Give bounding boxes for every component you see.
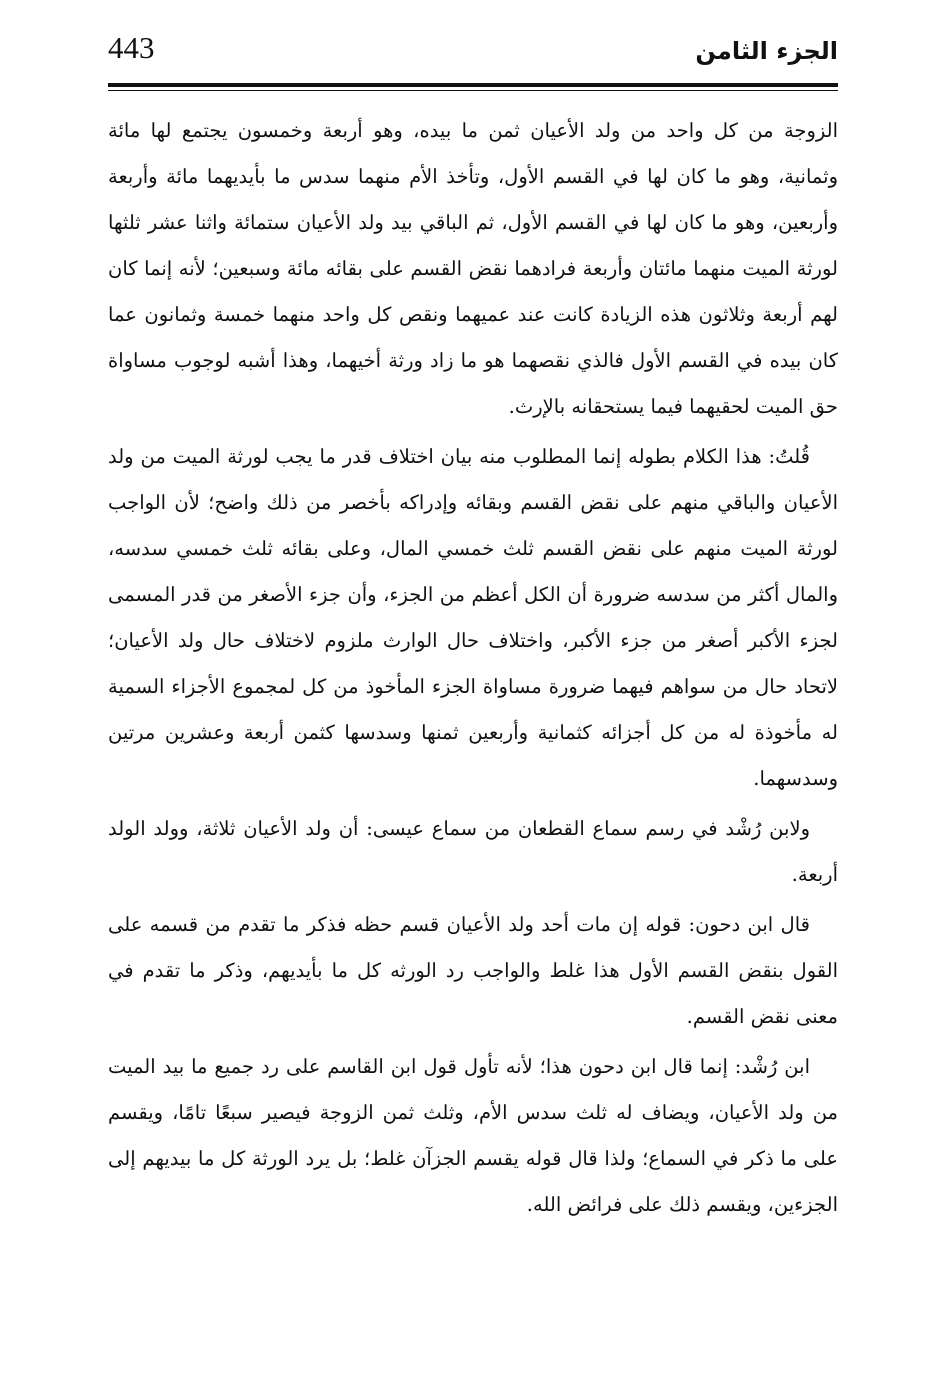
paragraph-1: الزوجة من كل واحد من ولد الأعيان ثمن ما بيده، وهو أربعة وخمسون يجتمع لها مائة وثمانية، وهو ما كان لها في القسم الأول، وتأخذ الأم منهما سدس ما بأيديهما مائة وأربعة وأربعين، وهو ما كان لها في القسم الأول، ثم الباقي بيد ولد الأعيان ستمائة واثنا عشر ثلثها لورثة الميت منهما مائتان وأربعة فرادهما نقض القسم على بقائه مائة وسبعين؛ لأنه إنما كان لهم أربعة وثلاثون هذه الزيادة كانت عند عميهما ونقص كل واحد منهما خمسة وثمانون عما كان بيده في القسم الأول فالذي نقصهما هو ما زاد ورثة أخيهما، وهذا أشبه لوجوب مساواة حق الميت لحقيهما فيما يستحقانه بالإرث.	[108, 119, 838, 418]
paragraph-3: ولابن رُشْد في رسم سماع القطعان من سماع عيسى: أن ولد الأعيان ثلاثة، وولد الولد أربعة.	[108, 817, 838, 886]
paragraph-5: ابن رُشْد: إنما قال ابن دحون هذا؛ لأنه تأول قول ابن القاسم على رد جميع ما بيد الميت من ولد الأعيان، ويضاف له ثلث سدس الأم، وثلث ثمن الزوجة فيصير سبعًا تامًا، ويقسم على ما ذكر في السماع؛ ولذا قال قوله يقسم الجزآن غلط؛ بل يرد الورثة كل ما بيديهم إلى الجزءين، ويقسم ذلك على فرائض الله.	[108, 1055, 838, 1216]
main-text	[108, 108, 838, 1358]
page-header	[108, 28, 838, 84]
paragraph-2: قُلتُ: هذا الكلام بطوله إنما المطلوب منه بيان اختلاف قدر ما يجب لورثة الميت من ولد الأعيان والباقي منهم على نقض القسم وبقائه وإدراكه بأخصر من ذلك واضح؛ لأن الواجب لورثة الميت منهم على نقض القسم ثلث خمسي المال، وعلى بقائه ثلث خمسي سدسه، والمال أكثر من سدسه ضرورة أن الكل أعظم من الجزء، وأن جزء الأصغر من قدر المسمى لجزء الأكبر أصغر من جزء الأكبر، واختلاف حال الوارث ملزوم لاختلاف حال ولد الأعيان؛ لاتحاد حال من سواهم فيهما ضرورة مساواة الجزء المأخوذ من كل لمجموع الأجزاء السمية له مأخوذة له من كل أجزائه كثمانية وأربعين ثمنها وسدسها كثمن أربعة وعشرين مرتين وسدسهما.	[108, 445, 838, 790]
page-number: 443	[108, 30, 155, 65]
paragraph-4: قال ابن دحون: قوله إن مات أحد ولد الأعيان قسم حظه فذكر ما تقدم من قسمه على القول بنقض القسم الأول هذا غلط والواجب رد الورثه كل ما بأيديهم، وذكر ما تقدم في معنى نقض القسم.	[108, 913, 838, 1028]
running-head-title: الجزء الثامن	[695, 37, 838, 65]
header-rule-thick	[108, 83, 838, 87]
header-rule-thin	[108, 90, 838, 91]
